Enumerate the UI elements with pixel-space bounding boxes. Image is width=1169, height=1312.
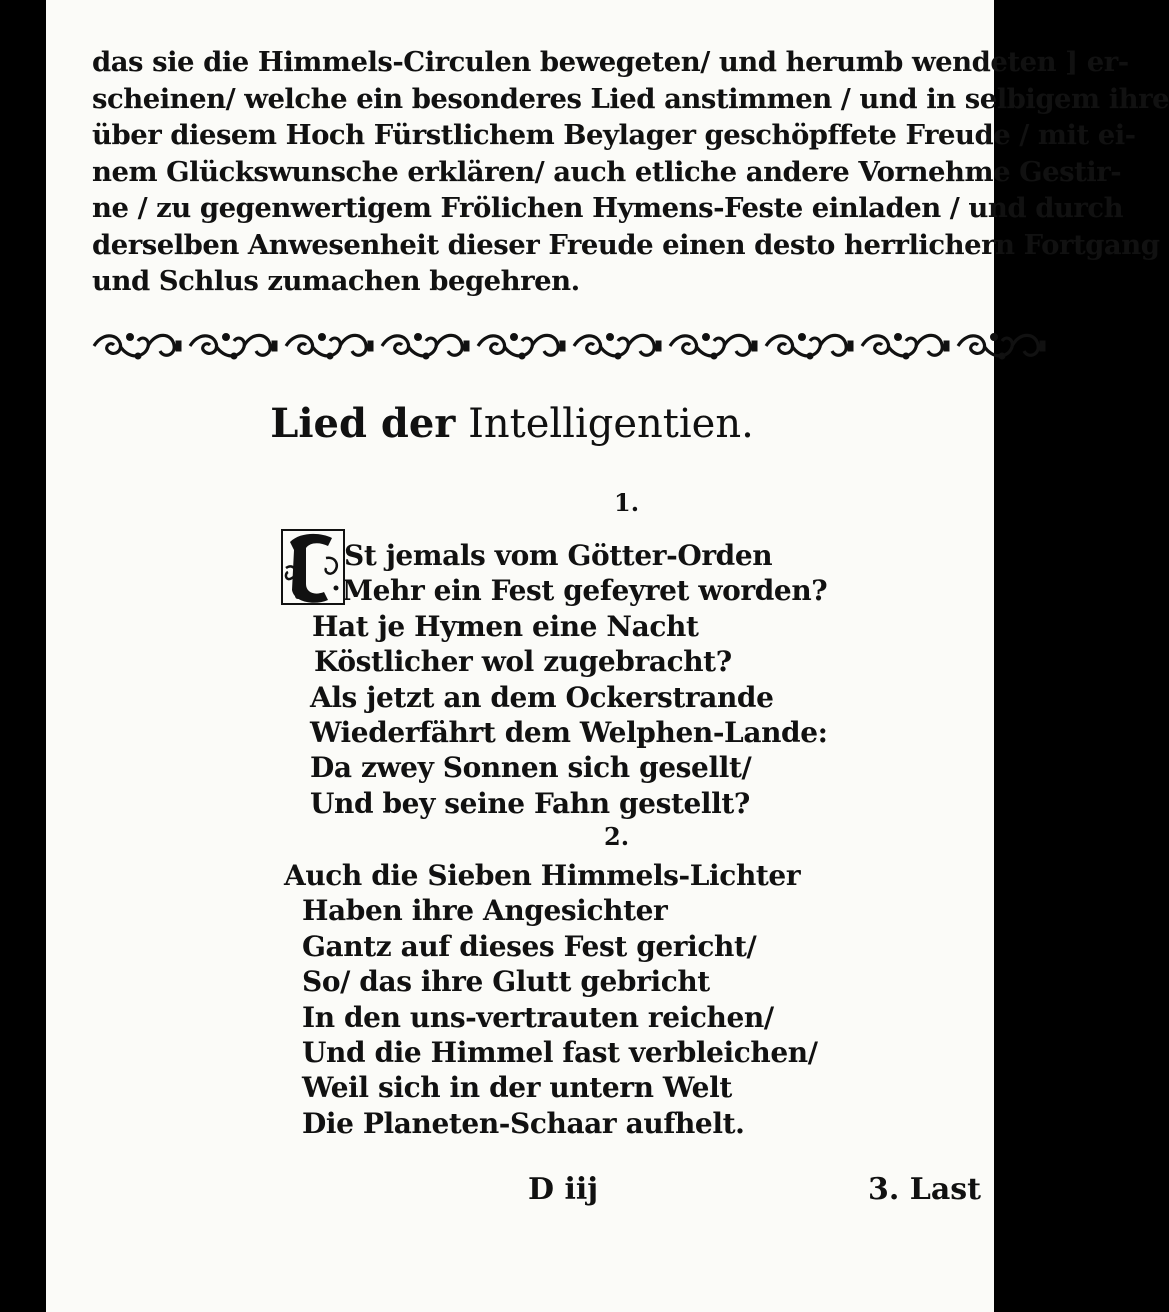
catchword: 3. Last [868, 1172, 982, 1207]
ornament-motif [190, 334, 277, 360]
verse-line: Köstlicher wol zugebracht? [314, 645, 732, 679]
stanza-number: 2. [604, 822, 630, 851]
ornament-motif [670, 334, 757, 360]
verse-line: Und die Himmel fast verbleichen/ [302, 1036, 818, 1070]
verse-line: Gantz auf dieses Fest gericht/ [302, 929, 757, 963]
verse-line: Auch die Sieben Himmels-Lichter [284, 859, 801, 892]
intro-line: das sie die Himmels-Circulen bewegeten/ und herumb wendeten ] er- [92, 46, 1129, 78]
verse-line: Mehr ein Fest gefeyret worden? [342, 574, 828, 608]
ornament-motif [574, 334, 661, 360]
intro-line: scheinen/ welche ein besonderes Lied anstimmen / und in selbigem ihre [92, 82, 1169, 115]
intro-line: über diesem Hoch Fürstlichem Beylager geschöpffete Freude / mit ei- [92, 119, 1136, 151]
verse-line: Haben ihre Angesichter [302, 894, 668, 928]
verse-line: In den uns-vertrauten reichen/ [302, 1000, 774, 1034]
ornament-motif [94, 334, 181, 360]
verse-line: Und bey seine Fahn gestellt? [310, 786, 750, 820]
intro-line: nem Glückswunsche erklären/ auch etliche andere Vornehme Gestir- [92, 155, 1122, 188]
ornament-band [90, 325, 970, 367]
ornament-motif [862, 334, 949, 360]
ornament-motif [766, 334, 853, 360]
song-title-blackletter: Lied der [270, 400, 456, 447]
signature-mark: D iij [528, 1172, 599, 1207]
verse-line: Die Planeten-Schaar aufhelt. [302, 1106, 745, 1140]
song-title-roman: Intelligentien. [468, 401, 754, 447]
intro-line: und Schlus zumachen begehren. [92, 265, 580, 297]
ornament-motif [382, 334, 469, 360]
verse-line: Da zwey Sonnen sich gesellt/ [310, 751, 752, 785]
stanza-1 [302, 538, 828, 821]
verse-line: So/ das ihre Glutt gebricht [302, 965, 710, 999]
verse-line: Wiederfährt dem Welphen-Lande: [310, 716, 828, 750]
ornament-motif [478, 334, 565, 360]
intro-line: ne / zu gegenwertigem Frölichen Hymens-Feste einladen / und durch [92, 192, 1124, 224]
stanza-2 [284, 858, 818, 1141]
song-title [0, 398, 1024, 450]
intro-paragraph [92, 44, 1169, 300]
intro-line: derselben Anwesenheit dieser Freude einen desto herrlichern Fortgang [92, 228, 1160, 261]
verse-line: St jemals vom Götter-Orden [344, 539, 773, 572]
verse-line: Weil sich in der untern Welt [302, 1071, 732, 1105]
ornament-motif [286, 334, 373, 360]
stanza-number: 1. [614, 488, 640, 517]
verse-line: Hat je Hymen eine Nacht [312, 609, 699, 643]
verse-line: Als jetzt an dem Ockerstrande [310, 680, 774, 714]
